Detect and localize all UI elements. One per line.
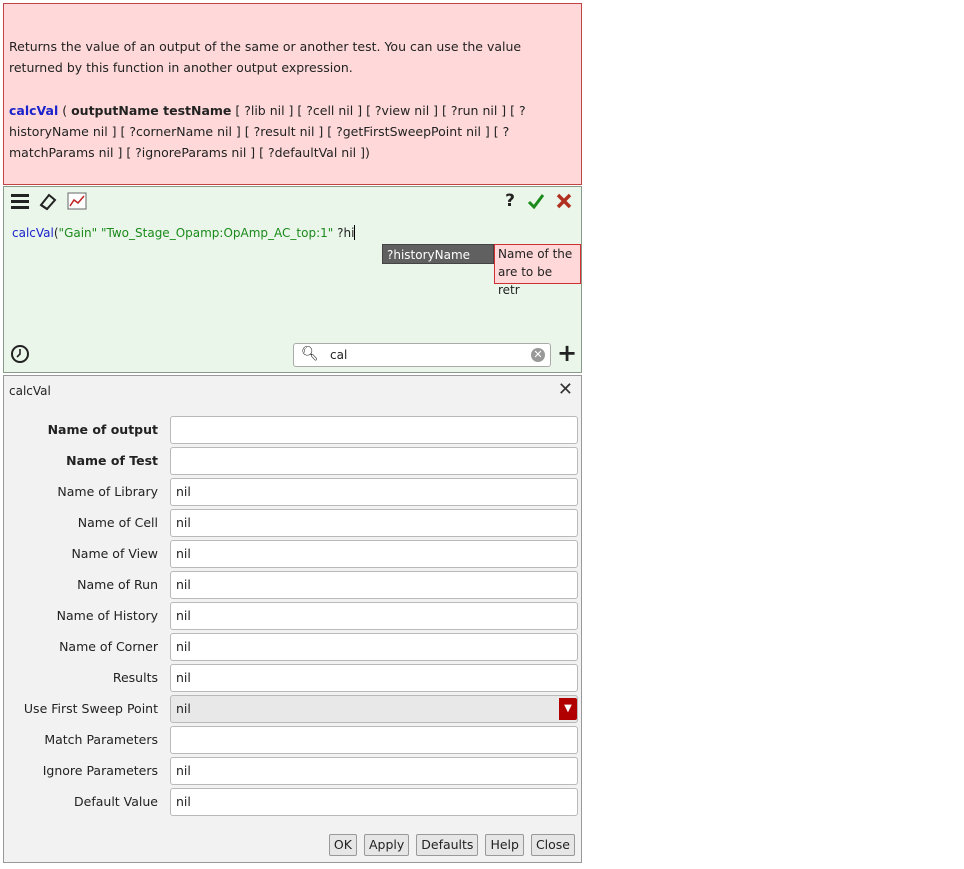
field-row-view	[4, 540, 583, 568]
search-input[interactable]: cal	[330, 348, 348, 362]
field-label: Name of Corner	[59, 639, 158, 654]
field-label: Ignore Parameters	[42, 763, 158, 778]
dialog-title: calcVal	[9, 384, 51, 398]
code-paren: (	[53, 226, 59, 240]
check-icon[interactable]	[526, 192, 546, 210]
field-label: Name of Library	[57, 484, 158, 499]
menu-icon[interactable]	[10, 192, 30, 210]
field-row-output	[4, 416, 583, 444]
help-signature: calcVal ( outputName testName [ ?lib nil ] [ ?cell nil ] [ ?view nil ] [ ?run nil ] [ ?historyName nil ] [ ?cornerName nil ] [ ?result nil ] [ ?getFirstSweepPoint nil ] [ ?matchParams nil ] [ ?ignoreParams nil ] [ ?defaultVal nil ])	[9, 103, 526, 160]
editor-toolbar	[4, 187, 581, 215]
corner-name-input[interactable]: nil	[170, 633, 578, 661]
field-label: Results	[112, 670, 158, 685]
defaults-button[interactable]: Defaults	[416, 834, 478, 856]
output-name-input[interactable]	[170, 416, 578, 444]
function-search-box[interactable]	[293, 343, 551, 367]
search-icon: 🔍︎	[301, 346, 319, 362]
autocomplete-tip-text: Name of the are to be retr	[498, 247, 573, 297]
calcval-window	[3, 3, 584, 863]
field-row-history	[4, 602, 583, 630]
select-value: nil	[176, 701, 191, 716]
apply-button[interactable]: Apply	[364, 834, 409, 856]
help-button[interactable]: ?	[505, 191, 515, 211]
help-description: Returns the value of an output of the same or another test. You can use the value returned by this function in another output expression.	[9, 39, 522, 75]
field-row-library	[4, 478, 583, 506]
help-dialog-button[interactable]: Help	[485, 834, 524, 856]
view-name-input[interactable]: nil	[170, 540, 578, 568]
close-button[interactable]: Close	[531, 834, 575, 856]
field-label: Name of Cell	[77, 515, 158, 530]
field-label: Name of View	[71, 546, 158, 561]
clear-search-icon[interactable]: ✕	[531, 348, 545, 362]
autocomplete-item-historyname[interactable]: ?historyName	[382, 244, 494, 264]
eraser-icon[interactable]	[38, 192, 58, 210]
history-name-input[interactable]: nil	[170, 602, 578, 630]
field-row-test	[4, 447, 583, 475]
default-value-input[interactable]: nil	[170, 788, 578, 816]
help-function-name: calcVal	[9, 103, 59, 118]
field-row-ignore-parameters	[4, 757, 583, 785]
field-label: Name of Test	[66, 453, 158, 468]
ignore-parameters-input[interactable]: nil	[170, 757, 578, 785]
dialog-button-bar	[329, 834, 575, 856]
field-label: Name of Run	[77, 577, 158, 592]
field-row-corner	[4, 633, 583, 661]
run-name-input[interactable]: nil	[170, 571, 578, 599]
field-label: Match Parameters	[44, 732, 158, 747]
chart-icon[interactable]	[67, 192, 87, 210]
text-caret	[354, 225, 355, 240]
help-required-args: outputName testName	[71, 103, 232, 118]
field-row-first-sweep-point	[4, 695, 583, 723]
autocomplete-tooltip	[494, 244, 581, 297]
function-help-panel	[3, 3, 582, 185]
field-label: Default Value	[74, 794, 158, 809]
expression-editor	[3, 186, 582, 373]
field-row-results	[4, 664, 583, 692]
cell-name-input[interactable]: nil	[170, 509, 578, 537]
match-parameters-input[interactable]	[170, 726, 578, 754]
field-label: Use First Sweep Point	[23, 701, 158, 716]
test-name-input[interactable]	[170, 447, 578, 475]
field-row-match-parameters	[4, 726, 583, 754]
history-clock-icon[interactable]	[11, 345, 29, 363]
chevron-down-icon[interactable]: ▼	[559, 698, 577, 720]
code-typed-text: ?hi	[337, 226, 355, 240]
library-name-input[interactable]: nil	[170, 478, 578, 506]
results-input[interactable]: nil	[170, 664, 578, 692]
ok-button[interactable]: OK	[329, 834, 357, 856]
field-row-run	[4, 571, 583, 599]
field-row-default-value	[4, 788, 583, 816]
field-row-cell	[4, 509, 583, 537]
code-arguments: "Gain" "Two_Stage_Opamp:OpAmp_AC_top:1"	[58, 226, 334, 240]
help-optional-args: [ ?lib nil ] [ ?cell nil ] [ ?view nil ] [ ?run nil ] [ ?historyName nil ] [ ?cornerName nil ] [ ?result nil ] [ ?getFirstSweepPoint nil ] [ ?matchParams nil ] [ ?ignoreParams nil ] [ ?defaultVal nil ])	[9, 103, 526, 160]
code-function: calcVal	[12, 226, 54, 240]
calcval-form-dialog	[3, 375, 582, 863]
expression-input[interactable]	[12, 225, 355, 240]
close-icon[interactable]	[554, 192, 574, 210]
dialog-close-icon[interactable]: ✕	[557, 379, 573, 400]
first-sweep-point-select[interactable]	[170, 695, 578, 723]
field-label: Name of output	[47, 422, 158, 437]
field-label: Name of History	[56, 608, 158, 623]
add-icon[interactable]: +	[557, 339, 578, 367]
